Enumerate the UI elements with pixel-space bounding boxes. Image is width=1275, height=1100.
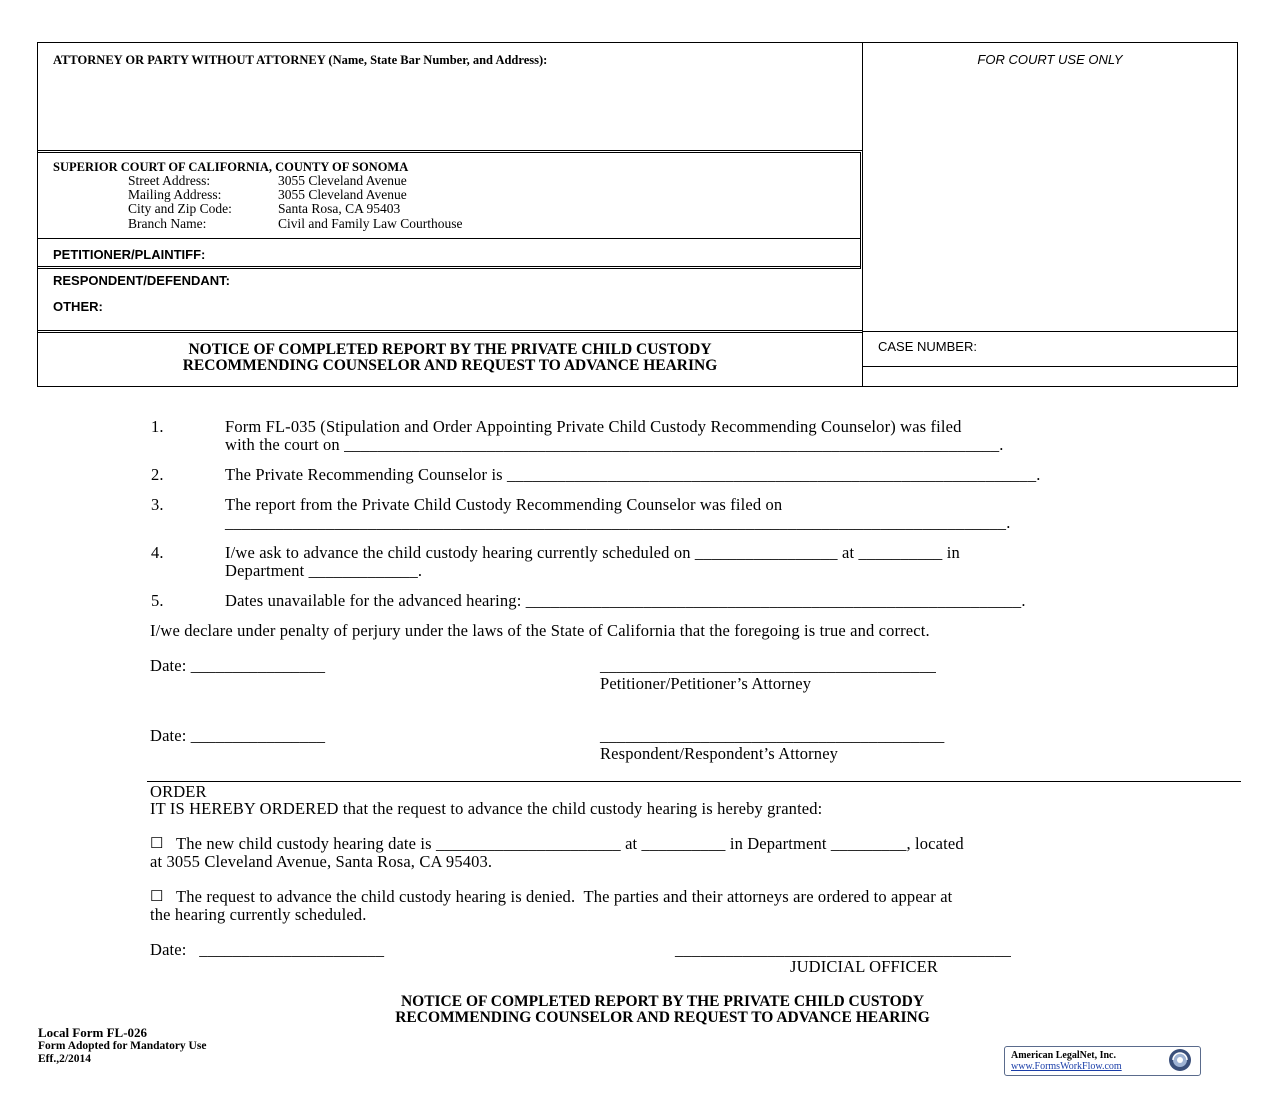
item-number: 4. [151, 543, 164, 562]
court-name: SUPERIOR COURT OF CALIFORNIA, COUNTY OF SONOMA [53, 160, 409, 174]
publisher-logo [1004, 1046, 1201, 1076]
hearing-schedule-field[interactable]: I/we ask to advance the child custody hearing currently scheduled on _________________ at __________ in [225, 543, 960, 562]
form-title-line2: RECOMMENDING COUNSELOR AND REQUEST TO ADVANCE HEARING [182, 357, 718, 374]
form-effective: Eff.,2/2014 [38, 1053, 92, 1065]
footer-title-line2: RECOMMENDING COUNSELOR AND REQUEST TO ADVANCE HEARING [395, 1009, 930, 1026]
item-number: 1. [151, 417, 164, 436]
footer-title [165, 994, 1160, 1026]
footer-title-line1: NOTICE OF COMPLETED REPORT BY THE PRIVATE CHILD CUSTODY [400, 993, 925, 1010]
globe-icon [1167, 1047, 1193, 1073]
logo-url[interactable]: www.FormsWorkFlow.com [1011, 1061, 1122, 1072]
case-number-label: CASE NUMBER: [878, 339, 977, 354]
item-number: 3. [151, 495, 164, 514]
court-use-label: FOR COURT USE ONLY [977, 52, 1123, 67]
new-hearing-date-field[interactable]: The new child custody hearing date is ______________________ at __________ in Department _________, located [176, 834, 964, 853]
other-label: OTHER: [53, 299, 103, 314]
denied-text: The request to advance the child custody hearing is denied. The parties and their attorneys are ordered to appear at [176, 887, 953, 906]
unavailable-dates-field[interactable]: Dates unavailable for the advanced hearing: ___________________________________________________________. [225, 591, 1026, 610]
order-date-field[interactable]: Date: ______________________ [150, 940, 385, 959]
address-value: Santa Rosa, CA 95403 [278, 201, 401, 216]
attorney-label: ATTORNEY OR PARTY WITHOUT ATTORNEY (Name, State Bar Number, and Address): [53, 53, 548, 67]
item-number: 2. [151, 465, 164, 484]
department-field[interactable]: Department _____________. [225, 561, 423, 580]
respondent-date-field[interactable]: Date: ________________ [150, 726, 326, 745]
filed-date-field[interactable]: with the court on ______________________________________________________________________________. [225, 435, 1004, 454]
address-label: City and Zip Code: [128, 201, 232, 216]
respondent-label: RESPONDENT/DEFENDANT: [53, 273, 230, 288]
report-filed-date-field[interactable]: _____________________________________________________________________________________________. [225, 513, 1011, 532]
order-divider [147, 781, 1241, 782]
item-text: Form FL-035 (Stipulation and Order Appointing Private Child Custody Recommending Counselor) was filed [225, 417, 962, 436]
judicial-officer-label: JUDICIAL OFFICER [790, 957, 939, 976]
respondent-signature-line[interactable]: _________________________________________ [600, 726, 945, 745]
order-intro: IT IS HEREBY ORDERED that the request to advance the child custody hearing is hereby granted: [150, 799, 823, 818]
order-location-text: at 3055 Cleveland Avenue, Santa Rosa, CA 95403. [150, 852, 493, 871]
address-value: Civil and Family Law Courthouse [278, 216, 463, 231]
counselor-name-field[interactable]: The Private Recommending Counselor is _______________________________________________________________. [225, 465, 1041, 484]
logo-company: American LegalNet, Inc. [1011, 1050, 1116, 1061]
denied-checkbox[interactable]: ☐ [150, 889, 164, 905]
declaration-text: I/we declare under penalty of perjury under the laws of the State of California that the foregoing is true and correct. [150, 621, 930, 640]
address-value: 3055 Cleveland Avenue [278, 187, 407, 202]
address-value: 3055 Cleveland Avenue [278, 173, 407, 188]
petitioner-label: PETITIONER/PLAINTIFF: [53, 247, 206, 262]
item-text: The report from the Private Child Custody Recommending Counselor was filed on [225, 495, 783, 514]
judicial-signature-line[interactable]: ________________________________________ [675, 940, 1011, 959]
petitioner-signature-label: Petitioner/Petitioner’s Attorney [600, 674, 812, 693]
item-number: 5. [151, 591, 164, 610]
petitioner-date-field[interactable]: Date: ________________ [150, 656, 326, 675]
address-label: Mailing Address: [128, 187, 222, 202]
form-title-line1: NOTICE OF COMPLETED REPORT BY THE PRIVATE CHILD CUSTODY [188, 341, 712, 358]
denied-text-continued: the hearing currently scheduled. [150, 905, 367, 924]
granted-checkbox[interactable]: ☐ [150, 836, 164, 852]
address-label: Branch Name: [128, 216, 207, 231]
order-heading: ORDER [150, 782, 207, 801]
form-title [38, 342, 862, 374]
address-label: Street Address: [128, 173, 211, 188]
petitioner-signature-line[interactable]: ________________________________________ [600, 656, 936, 675]
respondent-signature-label: Respondent/Respondent’s Attorney [600, 744, 839, 763]
form-adopted: Form Adopted for Mandatory Use [38, 1040, 207, 1052]
form-id: Local Form FL-026 [38, 1025, 148, 1040]
